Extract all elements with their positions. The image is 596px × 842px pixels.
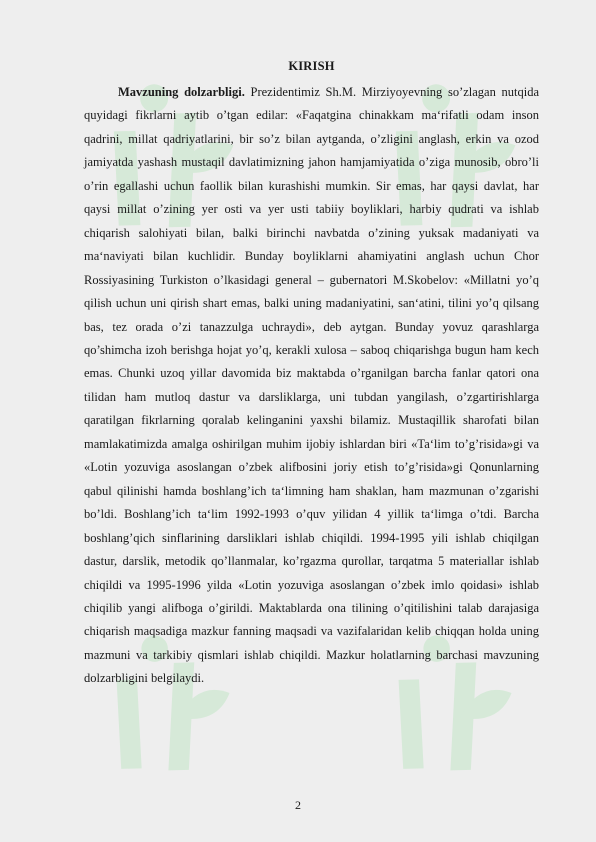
document-body bbox=[84, 56, 539, 691]
body-paragraph bbox=[84, 81, 539, 691]
paragraph-text: Prezidentimiz Sh.M. Mirziyoyevning so’zlagan nutqida quyidagi fikrlarni aytib o’tgan edilar: «Faqatgina chinakkam ma‘rifatli odam inson qadrini, millat qadriyatlarini, bir so’z bilan aytganda, o’zligini anglash, erkin va ozod jamiyatda yashash mustaqil davlatimizning jahon hamjamiyatida o’ziga munosib, obro’li o’rin egallashi uchun faollik bilan kurashishi mumkin. Sir emas, har qaysi davlat, har qaysi millat o’zining yer osti va yer usti tabiiy boyliklari, harbiy qudrati va ishlab chiqarish salohiyati bilan, balki birinchi navbatda o’zining yuksak madaniyati va ma‘naviyati bilan kuchlidir. Bunday boyliklarni ahamiyatini anglash uchun Chor Rossiyasining Turkiston o’lkasidagi general – gubernatori M.Skobelov: «Millatni yo’q qilish uchun uni qirish shart emas, balki uning madaniyatini, san‘atini, tilini yo’q qilsang bas, tez orada o’zi tanazzulga uchraydi», deb aytgan. Bunday yovuz qarashlarga qo’shimcha izoh berishga hojat yo’q, kerakli xulosa – saboq chiqarishga bugun ham kech emas. Chunki uzoq yillar davomida biz maktabda o’rganilgan barcha fanlar qatori ona tilidan ham mutloq dastur va darsliklarga, uni tubdan yangilash, o’zgartirishlarga qaratilgan fikrlarning qoralab kelinganini yaxshi bilamiz. Mustaqillik sharofati bilan mamlakatimizda amalga oshirilgan muhim ijobiy ishlardan biri «Ta‘lim to’g’risida»gi va «Lotin yozuviga asoslangan o’zbek alifbosini joriy etish to’g’risida»gi Qonunlarning qabul qilinishi hamda boshlang’ich ta‘limning ham shaklan, ham mazmunan o’zgarishi bo’ldi. Boshlang’ich ta‘lim 1992-1993 o’quv yilidan 4 yillik ta‘limga o’tdi. Barcha boshlang’qich sinflarining darsliklari ishlab chiqildi. 1994-1995 yili ishlab chiqilgan dastur, darslik, metodik qo’llanmalar, ko’rgazma qurollar, tarqatma 5 materiallar ishlab chiqildi va 1995-1996 yilda «Lotin yozuviga asoslangan o’zbek imlo qoidasi» ishlab chiqilib yangi alifboga o’girildi. Maktablarda ona tilining o’qitilishini talab darajasiga chiqarish maqsadiga mazkur fanning maqsadi va vazifalaridan kelib chiqqan holda uning mazmuni va tarkibiy qismlari ishlab chiqildi. Mazkur holatlarning barchasi mavzuning dolzarbligini belgilaydi. bbox=[84, 85, 539, 686]
paragraph-lead: Mavzuning dolzarbligi. bbox=[118, 85, 245, 99]
page-number: 2 bbox=[295, 798, 301, 812]
section-title: KIRISH bbox=[288, 59, 335, 73]
